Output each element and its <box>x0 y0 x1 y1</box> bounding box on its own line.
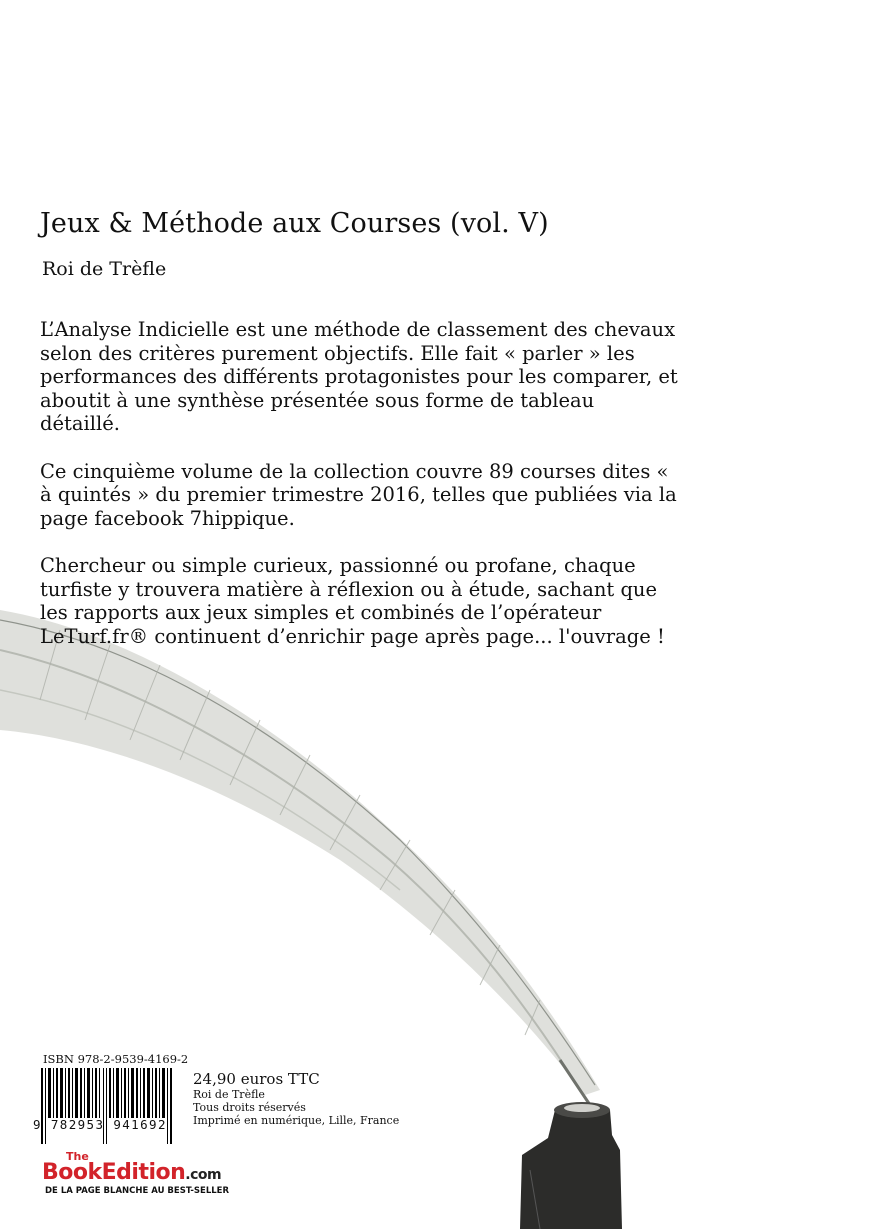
barcode-digits: 9 782953 941692 <box>33 1117 167 1132</box>
book-author: Roi de Trèfle <box>42 258 167 280</box>
blurb <box>40 318 680 672</box>
logo-tagline: DE LA PAGE BLANCHE AU BEST-SELLER <box>45 1186 230 1196</box>
imprint-line: Tous droits réservés <box>193 1101 306 1114</box>
imprint-line: Imprimé en numérique, Lille, France <box>193 1114 400 1127</box>
barcode-icon <box>33 1068 183 1148</box>
imprint <box>193 1088 399 1127</box>
logo-name: BookEdition <box>42 1160 186 1185</box>
book-title: Jeux & Méthode aux Courses (vol. V) <box>40 208 549 239</box>
blurb-paragraph: L’Analyse Indicielle est une méthode de classement des chevaux selon des critères purement objectifs. Elle fait « parler » les performances des différents protagonistes pour les comparer, et aboutit à une synthèse présentée sous forme de tableau détaillé. <box>40 318 678 435</box>
isbn-label: ISBN 978-2-9539-4169-2 <box>43 1052 189 1066</box>
logo-brand <box>42 1160 221 1185</box>
price: 24,90 euros TTC <box>193 1070 320 1088</box>
blurb-paragraph: Ce cinquième volume de la collection couvre 89 courses dites « à quintés » du premier trimestre 2016, telles que publiées via la page facebook 7hippique. <box>40 459 677 530</box>
imprint-line: Roi de Trèfle <box>193 1088 265 1101</box>
blurb-paragraph: Chercheur ou simple curieux, passionné ou profane, chaque turfiste y trouvera matière à réflexion ou à étude, sachant que les rapports aux jeux simples et combinés de l’opérateur LeTurf.fr® continuent d’enrichir page après page... l'ouvrage ! <box>40 554 665 648</box>
logo-domain: .com <box>185 1167 222 1183</box>
logo-the: The <box>66 1150 89 1163</box>
